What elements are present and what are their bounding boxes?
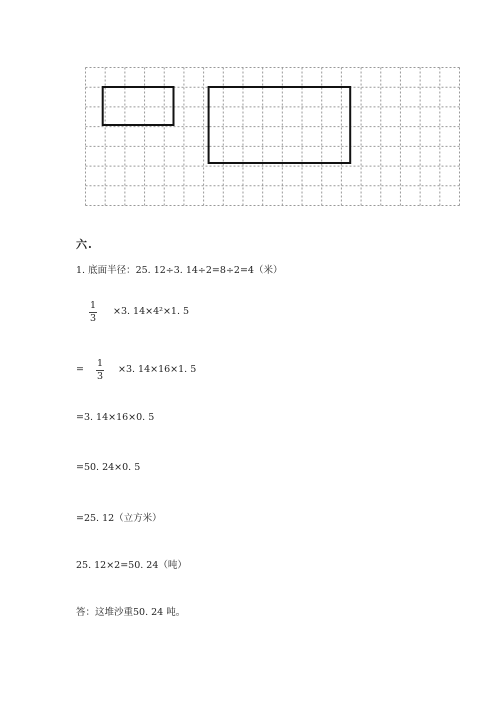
large-rectangle <box>209 87 351 163</box>
step-weight: 25. 12×2=50. 24（吨） <box>76 560 187 571</box>
small-rectangle <box>103 87 174 125</box>
section-title: 六. <box>76 238 93 251</box>
fraction-numerator: 1 <box>96 358 104 369</box>
step-multiply: =50. 24×0. 5 <box>76 462 141 473</box>
step-radius: 1. 底面半径：25. 12÷3. 14÷2=8÷2=4（米） <box>76 265 283 276</box>
step-volume-formula: ×3. 14×4²×1. 5 <box>113 306 190 317</box>
fraction-one-third <box>88 300 98 325</box>
step-volume-result: =25. 12（立方米） <box>76 513 162 524</box>
fraction-denominator: 3 <box>89 313 97 324</box>
grid-lines <box>86 68 460 206</box>
fraction-denominator: 3 <box>96 371 104 382</box>
answer-line: 答：这堆沙重50. 24 吨。 <box>76 607 186 618</box>
step-simplify: =3. 14×16×0. 5 <box>76 412 155 423</box>
equals-sign: = <box>76 364 84 375</box>
fraction-one-third-2 <box>95 358 105 383</box>
fraction-numerator: 1 <box>89 300 97 311</box>
step-substitute: ×3. 14×16×1. 5 <box>118 364 197 375</box>
grid-figure <box>85 67 460 207</box>
